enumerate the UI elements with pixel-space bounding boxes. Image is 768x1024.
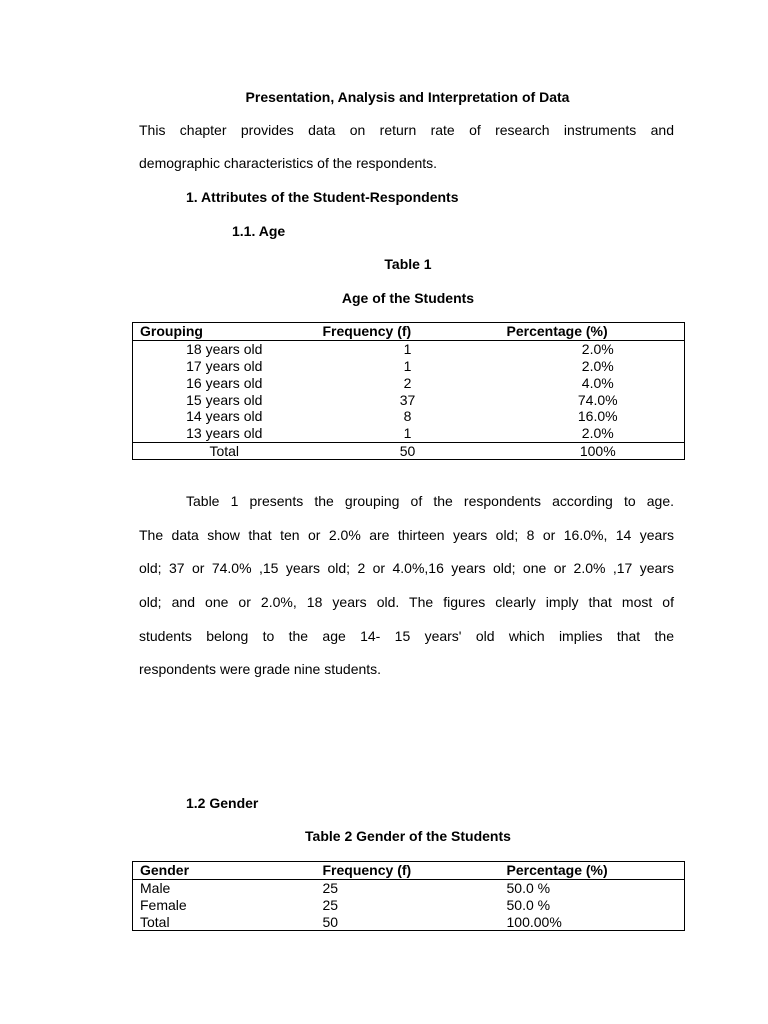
- table-header-row: [133, 323, 685, 341]
- cell-grouping: 16 years old: [186, 374, 263, 391]
- cell-percentage: 50.0 %: [506, 880, 551, 897]
- cell-percentage: 4.0%: [581, 374, 614, 391]
- cell-frequency: 1: [403, 425, 412, 442]
- table-header-row: [133, 862, 685, 880]
- cell-frequency: 2: [403, 374, 412, 391]
- cell-percentage: 74.0%: [577, 391, 618, 408]
- cell-frequency: 37: [399, 391, 416, 408]
- cell-frequency: 1: [403, 357, 412, 374]
- table-row: [133, 879, 685, 896]
- table-row: [133, 897, 685, 914]
- section-heading: 1. Attributes of the Student-Respondents: [186, 189, 459, 205]
- table1-caption: Age of the Students: [341, 290, 475, 306]
- table-row: [133, 425, 685, 442]
- table-row: [133, 358, 685, 375]
- header-percentage: Percentage (%): [500, 862, 685, 880]
- table-total-row: [133, 442, 685, 460]
- age-table: [132, 322, 685, 460]
- cell-total-label: Total: [140, 913, 170, 930]
- cell-percentage: 2.0%: [581, 425, 614, 442]
- table-row: [133, 913, 685, 930]
- header-frequency: Frequency (f): [316, 862, 500, 880]
- cell-grouping: 14 years old: [186, 408, 263, 425]
- cell-percentage: 16.0%: [577, 408, 618, 425]
- table1-number: Table 1: [384, 256, 432, 272]
- discussion-line-2: The data show that ten or 2.0% are thirteen years old; 8 or 16.0%, 14 years: [139, 527, 674, 543]
- cell-gender: Male: [140, 880, 171, 897]
- table-row: [133, 408, 685, 425]
- cell-total-percentage: 100%: [500, 442, 685, 460]
- table-row: [133, 374, 685, 391]
- table2-caption: Table 2 Gender of the Students: [305, 828, 511, 844]
- discussion-line-6: respondents were grade nine students.: [139, 661, 382, 677]
- discussion-line-3: old; 37 or 74.0% ,15 years old; 2 or 4.0%,16 years old; one or 2.0% ,17 years: [139, 560, 674, 576]
- header-percentage: Percentage (%): [500, 323, 685, 341]
- cell-total-frequency: 50: [316, 442, 500, 460]
- table-row: [133, 340, 685, 357]
- cell-frequency: 25: [322, 896, 339, 913]
- table-row: [133, 391, 685, 408]
- cell-total-frequency: 50: [322, 913, 339, 930]
- chapter-title: Presentation, Analysis and Interpretation of Data: [245, 89, 570, 105]
- cell-grouping: 15 years old: [186, 391, 263, 408]
- cell-total-label: Total: [133, 442, 316, 460]
- subsection-gender-heading: 1.2 Gender: [186, 795, 259, 811]
- gender-table: [132, 861, 685, 931]
- cell-frequency: 8: [403, 408, 412, 425]
- cell-total-percentage: 100.00%: [506, 913, 562, 930]
- discussion-line-5: students belong to the age 14- 15 years' old which implies that the: [139, 628, 674, 644]
- header-gender: Gender: [133, 862, 316, 880]
- cell-percentage: 50.0 %: [506, 896, 551, 913]
- cell-percentage: 2.0%: [581, 341, 614, 358]
- discussion-line-4: old; and one or 2.0%, 18 years old. The figures clearly imply that most of: [139, 594, 674, 610]
- cell-frequency: 1: [403, 341, 412, 358]
- cell-grouping: 18 years old: [186, 341, 263, 358]
- cell-gender: Female: [140, 896, 187, 913]
- header-grouping: Grouping: [133, 323, 316, 341]
- header-frequency: Frequency (f): [316, 323, 500, 341]
- cell-percentage: 2.0%: [581, 357, 614, 374]
- intro-line-2: demographic characteristics of the respondents.: [139, 155, 438, 171]
- cell-grouping: 13 years old: [186, 425, 263, 442]
- discussion-line-1: Table 1 presents the grouping of the respondents according to age.: [186, 493, 674, 509]
- subsection-age-heading: 1.1. Age: [232, 223, 286, 239]
- cell-frequency: 25: [322, 880, 339, 897]
- cell-grouping: 17 years old: [186, 357, 263, 374]
- intro-line-1: This chapter provides data on return rate of research instruments and: [139, 122, 674, 138]
